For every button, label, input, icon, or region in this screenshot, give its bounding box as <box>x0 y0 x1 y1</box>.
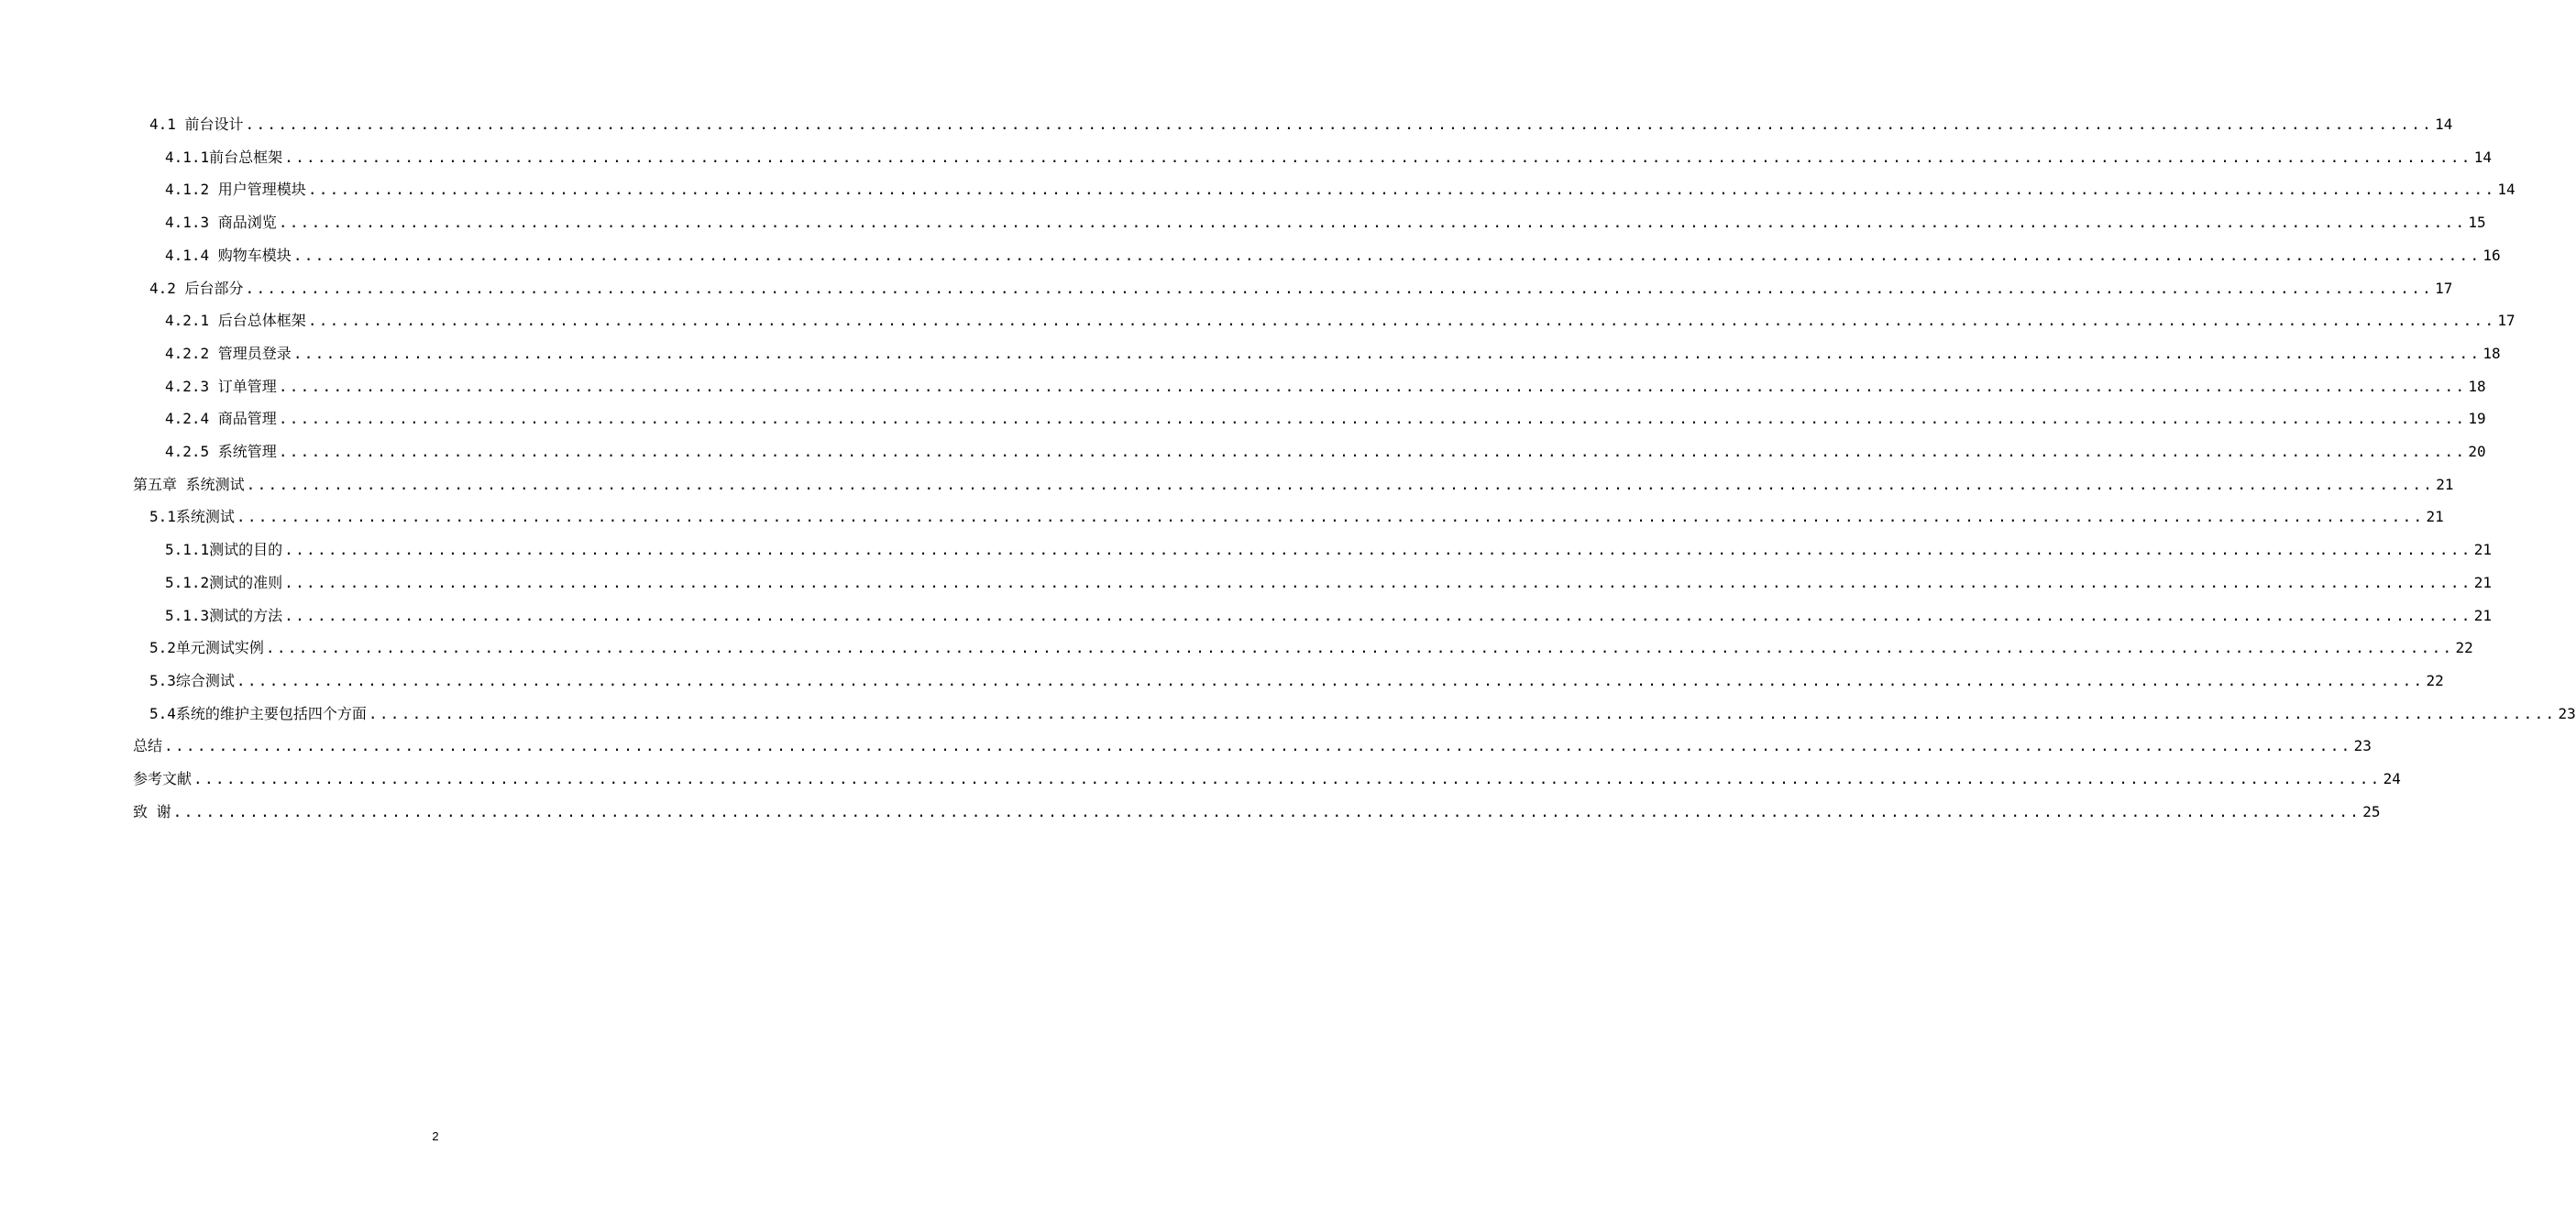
toc-dot-leader: ........................................................................................................................................................................................................ <box>265 639 2454 657</box>
toc-dot-leader: ........................................................................................................................................................................................................ <box>164 737 2352 755</box>
toc-dot-leader: ........................................................................................................................................................................................................ <box>307 181 2496 199</box>
toc-entry[interactable] <box>165 141 2492 174</box>
toc-dot-leader: ........................................................................................................................................................................................................ <box>278 214 2467 232</box>
toc-entry[interactable] <box>165 435 2486 468</box>
toc-entry-label: 第五章 系统测试 <box>133 475 245 493</box>
toc-entry-label: 4.2 后台部分 <box>149 279 244 297</box>
toc-entry-page: 15 <box>2468 214 2486 232</box>
toc-dot-leader: ........................................................................................................................................................................................................ <box>284 541 2472 559</box>
toc-entry-page: 17 <box>2497 312 2515 330</box>
toc-entry-page: 14 <box>2497 181 2515 199</box>
toc-entry-label: 致 谢 <box>133 802 171 820</box>
toc-entry-label: 总结 <box>133 737 163 755</box>
toc-entry[interactable] <box>165 239 2501 272</box>
toc-entry[interactable] <box>165 402 2486 435</box>
toc-entry-label: 4.1 前台设计 <box>149 116 244 133</box>
toc-entry[interactable] <box>165 566 2492 600</box>
toc-dot-leader: ........................................................................................................................................................................................................ <box>236 508 2425 526</box>
toc-entry[interactable] <box>149 108 2453 141</box>
toc-entry-page: 18 <box>2482 344 2501 362</box>
toc-entry[interactable] <box>165 304 2515 337</box>
toc-entry-page: 20 <box>2468 443 2486 460</box>
toc-entry[interactable] <box>165 337 2501 370</box>
toc-entry[interactable] <box>149 698 2576 731</box>
toc-entry[interactable] <box>133 468 2454 501</box>
toc-entry[interactable] <box>133 796 2381 829</box>
toc-entry-label: 5.1系统测试 <box>149 508 235 526</box>
toc-entry-page: 17 <box>2435 279 2453 297</box>
toc-entry-page: 21 <box>2473 606 2492 624</box>
toc-entry-label: 4.1.3 商品浏览 <box>165 214 277 232</box>
toc-entry-page: 21 <box>2473 541 2492 559</box>
toc-dot-leader: ........................................................................................................................................................................................................ <box>246 475 2435 493</box>
toc-dot-leader: ........................................................................................................................................................................................................ <box>292 344 2482 362</box>
toc-entry-label: 4.1.1前台总框架 <box>165 148 283 166</box>
toc-entry-label: 4.2.4 商品管理 <box>165 410 277 428</box>
toc-entry-label: 4.2.2 管理员登录 <box>165 344 292 362</box>
toc-entry[interactable] <box>133 763 2401 796</box>
toc-entry[interactable] <box>165 173 2515 206</box>
toc-entry-page: 16 <box>2482 246 2501 264</box>
toc-entry-label: 5.1.2测试的准则 <box>165 573 283 591</box>
toc-entry-label: 5.3综合测试 <box>149 671 235 689</box>
toc-entry[interactable] <box>165 534 2492 566</box>
toc-dot-leader: ........................................................................................................................................................................................................ <box>236 671 2425 689</box>
toc-dot-leader: ........................................................................................................................................................................................................ <box>278 377 2467 395</box>
toc-entry-page: 23 <box>2353 737 2372 755</box>
toc-entry-label: 4.2.5 系统管理 <box>165 443 277 460</box>
toc-entry[interactable] <box>133 730 2372 763</box>
toc-entry-page: 18 <box>2468 377 2486 395</box>
toc-dot-leader: ........................................................................................................................................................................................................ <box>368 704 2557 722</box>
toc-entry[interactable] <box>149 272 2453 305</box>
toc-entry-label: 参考文献 <box>133 770 193 787</box>
toc-dot-leader: ........................................................................................................................................................................................................ <box>284 606 2472 624</box>
toc-entry-page: 19 <box>2468 410 2486 428</box>
toc-entry-page: 25 <box>2362 802 2381 820</box>
toc-dot-leader: ........................................................................................................................................................................................................ <box>284 148 2472 166</box>
toc-entry-page: 21 <box>2436 475 2454 493</box>
toc-dot-leader: ........................................................................................................................................................................................................ <box>284 573 2472 591</box>
toc-dot-leader: ........................................................................................................................................................................................................ <box>307 312 2496 330</box>
toc-dot-leader: ........................................................................................................................................................................................................ <box>172 802 2361 820</box>
page-number: 2 <box>432 1129 439 1143</box>
toc-dot-leader: ........................................................................................................................................................................................................ <box>278 410 2467 428</box>
toc-entry-label: 4.2.1 后台总体框架 <box>165 312 306 330</box>
toc-entry[interactable] <box>149 665 2444 698</box>
toc-entry-page: 21 <box>2473 573 2492 591</box>
toc-entry[interactable] <box>149 632 2473 665</box>
toc-entry-label: 4.1.2 用户管理模块 <box>165 181 306 199</box>
toc-dot-leader: ........................................................................................................................................................................................................ <box>278 443 2467 460</box>
toc-entry-label: 5.2单元测试实例 <box>149 639 264 657</box>
toc-dot-leader: ........................................................................................................................................................................................................ <box>245 116 2434 133</box>
toc-entry-label: 5.1.3测试的方法 <box>165 606 283 624</box>
toc-entry[interactable] <box>149 500 2444 534</box>
toc-entry-page: 14 <box>2435 116 2453 133</box>
toc-entry-label: 5.4系统的维护主要包括四个方面 <box>149 704 367 722</box>
toc-dot-leader: ........................................................................................................................................................................................................ <box>193 770 2382 787</box>
toc-entry[interactable] <box>165 206 2486 239</box>
toc-entry-page: 22 <box>2426 671 2444 689</box>
toc-dot-leader: ........................................................................................................................................................................................................ <box>292 246 2482 264</box>
toc-entry-label: 4.2.3 订单管理 <box>165 377 277 395</box>
toc-dot-leader: ........................................................................................................................................................................................................ <box>245 279 2434 297</box>
toc-entry-page: 21 <box>2426 508 2444 526</box>
toc-entry-page: 24 <box>2383 770 2401 787</box>
toc-entry-page: 22 <box>2455 639 2473 657</box>
toc-entry-label: 4.1.4 购物车模块 <box>165 246 292 264</box>
toc-entry-page: 14 <box>2473 148 2492 166</box>
toc-entry-page: 23 <box>2558 704 2576 722</box>
toc-entry[interactable] <box>165 370 2486 403</box>
toc-entry-label: 5.1.1测试的目的 <box>165 541 283 559</box>
toc-entry[interactable] <box>165 600 2492 632</box>
